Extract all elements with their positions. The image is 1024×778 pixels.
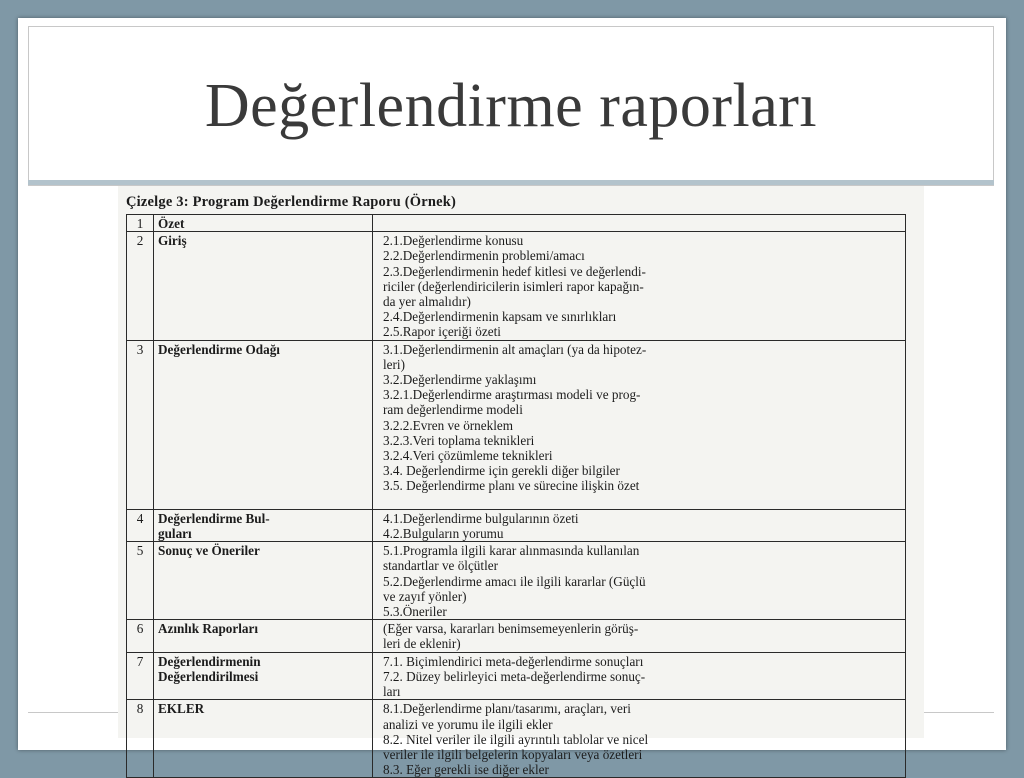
content-line: 5.1.Programla ilgili karar alınmasında kullanılan	[383, 543, 640, 559]
row-content	[373, 215, 906, 232]
row-number: 8	[127, 700, 154, 778]
content-line: 3.2.1.Değerlendirme araştırması modeli ve prog-	[383, 387, 641, 403]
content-line: ram değerlendirme modeli	[383, 402, 523, 418]
table-row	[127, 232, 906, 340]
row-number: 6	[127, 620, 154, 652]
content-line: 5.3.Öneriler	[383, 604, 447, 620]
content-line: standartlar ve ölçütler	[383, 558, 498, 574]
row-content	[373, 652, 906, 700]
table-row	[127, 542, 906, 620]
table-row	[127, 215, 906, 232]
content-spacer	[377, 494, 901, 509]
scanned-table-image	[118, 186, 924, 778]
row-number: 3	[127, 340, 154, 509]
content-line: ve zayıf yönler)	[383, 588, 467, 604]
content-line: 3.2.4.Veri çözümleme teknikleri	[383, 448, 553, 464]
row-section	[154, 652, 373, 700]
row-section: Sonuç ve Öneriler	[154, 542, 373, 620]
title-divider	[28, 180, 994, 185]
content-line: 3.2.2.Evren ve örneklem	[383, 417, 514, 433]
row-content	[373, 340, 906, 509]
content-line: 2.3.Değerlendirmenin hedef kitlesi ve değerlendi-	[383, 263, 646, 279]
content-line: analizi ve yorumu ile ilgili ekler	[383, 716, 553, 732]
content-line: 2.5.Rapor içeriği özeti	[383, 324, 501, 340]
content-line: 8.1.Değerlendirme planı/tasarımı, araçları, veri	[383, 701, 631, 717]
content-line: veriler ile ilgili belgelerin kopyaları veya özetleri	[383, 746, 643, 762]
row-content	[373, 700, 906, 778]
row-number: 5	[127, 542, 154, 620]
row-content	[373, 620, 906, 652]
table-caption: Çizelge 3: Program Değerlendirme Raporu (Örnek)	[126, 194, 457, 210]
row-number: 1	[127, 215, 154, 232]
content-line: leri de eklenir)	[383, 636, 461, 652]
row-section	[154, 509, 373, 541]
content-line: 3.4. Değerlendirme için gerekli diğer bilgiler	[383, 463, 620, 479]
title-placeholder	[28, 26, 994, 186]
slide	[18, 18, 1006, 778]
table-row	[127, 652, 906, 700]
row-content	[373, 509, 906, 541]
content-line: riciler (değerlendiricilerin isimleri rapor kapağın-	[383, 278, 644, 294]
row-content	[373, 542, 906, 620]
content-line: 4.1.Değerlendirme bulgularının özeti	[383, 510, 579, 526]
content-line: 3.2.3.Veri toplama teknikleri	[383, 432, 535, 448]
report-table	[126, 214, 906, 778]
content-line: ları	[383, 684, 401, 700]
content-line: 7.2. Düzey belirleyici meta-değerlendirme sonuç-	[383, 668, 646, 684]
row-section: Değerlendirme Odağı	[154, 340, 373, 509]
row-number: 4	[127, 509, 154, 541]
row-content	[373, 232, 906, 340]
content-line: 3.5. Değerlendirme planı ve sürecine ilişkin özet	[383, 478, 640, 494]
table-row	[127, 700, 906, 778]
slide-title: Değerlendirme raporları	[204, 71, 818, 140]
row-section: Giriş	[154, 232, 373, 340]
content-line: 2.1.Değerlendirme konusu	[383, 233, 524, 249]
row-section: Özet	[154, 215, 373, 232]
row-number: 7	[127, 652, 154, 700]
content-line: 4.2.Bulguların yorumu	[383, 526, 504, 542]
section-line: Değerlendirilmesi	[158, 668, 259, 684]
content-line: da yer almalıdır)	[383, 294, 471, 310]
content-line: 2.4.Değerlendirmenin kapsam ve sınırlıkları	[383, 309, 617, 325]
content-line: 3.1.Değerlendirmenin alt amaçları (ya da hipotez-	[383, 341, 647, 357]
row-section: Azınlık Raporları	[154, 620, 373, 652]
table-row	[127, 620, 906, 652]
row-section: EKLER	[154, 700, 373, 778]
section-line: Değerlendirmenin	[158, 653, 261, 669]
table-row	[127, 509, 906, 541]
content-line: 8.3. Eğer gerekli ise diğer ekler	[383, 762, 549, 778]
section-line: Değerlendirme Bul-	[158, 510, 270, 526]
content-line: 7.1. Biçimlendirici meta-değerlendirme sonuçları	[383, 653, 644, 669]
content-line: 5.2.Değerlendirme amacı ile ilgili kararlar (Güçlü	[383, 573, 646, 589]
content-line: 3.2.Değerlendirme yaklaşımı	[383, 372, 537, 388]
row-number: 2	[127, 232, 154, 340]
content-line: 8.2. Nitel veriler ile ilgili ayrıntılı tablolar ve nicel	[383, 731, 649, 747]
content-line: (Eğer varsa, kararları benimsemeyenlerin görüş-	[383, 621, 639, 637]
table-row	[127, 340, 906, 509]
content-line: 2.2.Değerlendirmenin problemi/amacı	[383, 248, 585, 264]
section-line: guları	[158, 526, 192, 542]
content-line: leri)	[383, 356, 405, 372]
